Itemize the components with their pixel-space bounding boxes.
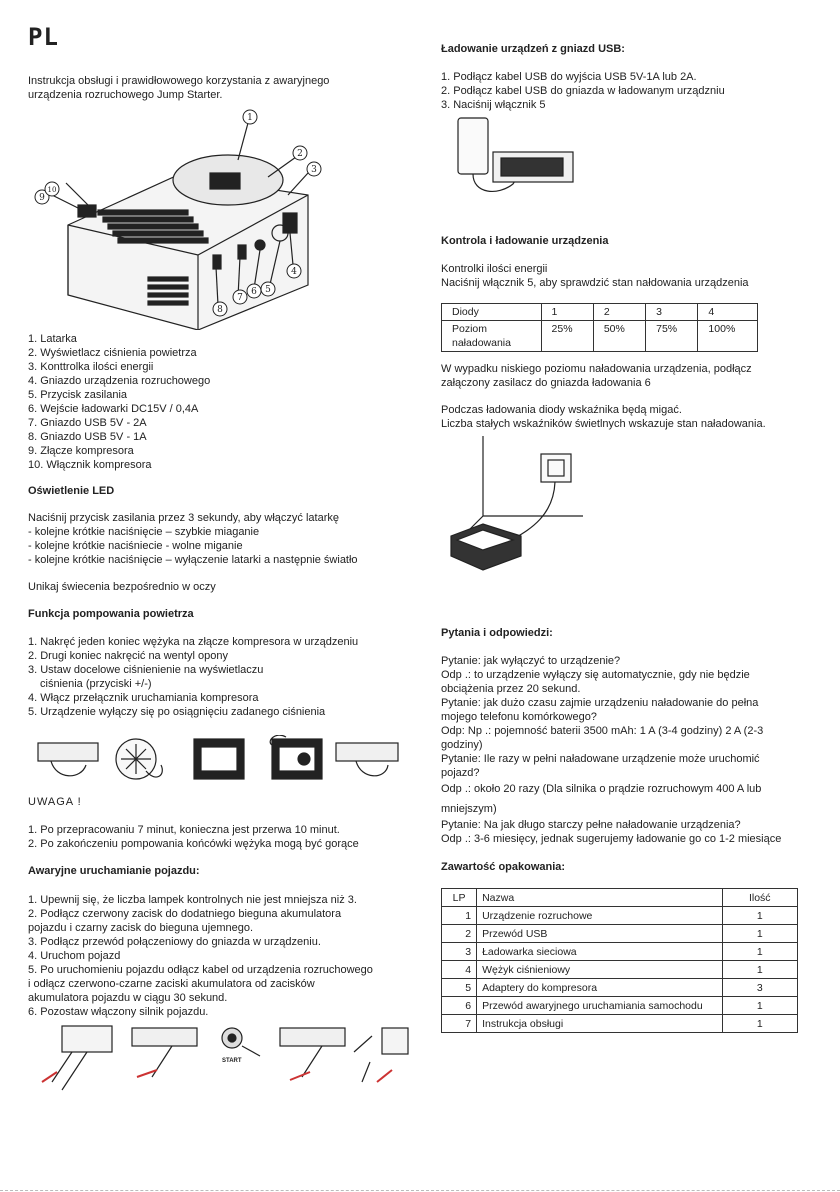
part-item: 9. Złącze kompresora bbox=[28, 445, 134, 457]
table-row: 6 Przewód awaryjnego uruchamiania samochodu 1 bbox=[442, 997, 798, 1015]
jump-start-steps-image bbox=[32, 1022, 410, 1097]
qa-answer-20: Odp .: około 20 razy (Dla silnika o prądzie rozruchowym 400 A lub bbox=[441, 783, 762, 795]
part-item: 1. Latarka bbox=[28, 333, 77, 345]
qa-text: Pytanie: jak wyłączyć to urządzenie? Odp .: to urządzenie wyłączy się automatycznie, gdy nie będzie obciążenia przez 20 sekund. Pytanie: jak dużo czasu zajmie urządzeniu naładowanie do pełna mojego telefonu komórkowego? Odp: Np .: pojemność baterii 3500 mAh: 1 A (3-4 godziny) 2 A (2-3 godziny) Pytanie: Ile razy w pełni naładowane urządzenie może uruchomić pojazd? bbox=[441, 655, 764, 779]
part-item: 8. Gniazdo USB 5V - 1A bbox=[28, 431, 147, 443]
diagram-num-4: 4 bbox=[291, 267, 297, 277]
qa-tail: Pytanie: Na jak długo starczy pełne naładowanie urządzenia? Odp .: 3-6 miesięcy, jednak sugerujemy ładowanie go co 1-2 miesiące bbox=[441, 819, 782, 845]
pump-steps-image bbox=[36, 735, 406, 785]
table-row: 5 Adaptery do kompresora 3 bbox=[442, 979, 798, 997]
table-row: 7 Instrukcja obsługi 1 bbox=[442, 1015, 798, 1033]
table-row: 3 Ładowarka sieciowa 1 bbox=[442, 943, 798, 961]
diagram-num-10: 10 bbox=[47, 186, 57, 194]
table-row: 2 Przewód USB 1 bbox=[442, 925, 798, 943]
warning-text: 1. Po przepracowaniu 7 minut, konieczna jest przerwa 10 minut. 2. Po zakończeniu pompowania końcówki wężyka mogą być gorące bbox=[28, 824, 359, 850]
diagram-num-7: 7 bbox=[237, 293, 243, 303]
diagram-num-6: 6 bbox=[251, 287, 257, 297]
warning-heading: UWAGA ! bbox=[28, 796, 82, 808]
language-heading: PL bbox=[28, 23, 59, 51]
qa-answer-20-cont: mniejszym) bbox=[441, 803, 497, 815]
pump-heading: Funkcja pompowania powietrza bbox=[28, 608, 194, 620]
diagram-num-9: 9 bbox=[39, 193, 45, 203]
table-row: 4 Wężyk ciśnieniowy 1 bbox=[442, 961, 798, 979]
usb-instructions: 1. Podłącz kabel USB do wyjścia USB 5V-1A lub 2A. 2. Podłącz kabel USB do gniazda w ładowanym urządzniu 3. Naciśnij włącznik 5 bbox=[441, 71, 725, 111]
table-row: Poziom naładowania 25% 50% 75% 100% bbox=[442, 321, 758, 352]
part-item: 2. Wyświetlacz ciśnienia powietrza bbox=[28, 347, 197, 359]
start-instructions: 1. Upewnij się, że liczba lampek kontrolnych nie jest mniejsza niż 3. 2. Podłącz czerwony zacisk do dodatniego bieguna akumulatora pojazdu i czarny zacisk do bieguna ujemnego. 3. Podłącz przewód połączeniowy do gniazda w urządzeniu. 4. Uruchom pojazd 5. Po uruchomieniu pojazdu odłącz kabel od urządzenia rozruchowego i odłącz czerwono-czarne zaciski akumulatora od zacisków akumulatora pojazdu w ciągu 30 sekund. 6. Pozostaw włączony silnik pojazdu. bbox=[28, 894, 373, 1018]
led-instructions: Naciśnij przycisk zasilania przez 3 sekundy, aby włączyć latarkę - kolejne krótkie naciśnięcie – szybkie miaganie - kolejne krótkie naciśniecie - wolne miganie - kolejne krótkie naciśnięcie – wyłączenie latarki a następnie światło bbox=[28, 512, 358, 566]
usb-charging-image bbox=[443, 114, 578, 204]
low-charge-text: W wypadku niskiego poziomu naładowania urządzenia, podłącz załączony zasilacz do gniazda ładowania 6 bbox=[441, 363, 752, 389]
table-header: LP Nazwa Ilość bbox=[442, 889, 798, 907]
wall-charging-image bbox=[443, 436, 583, 576]
pack-heading: Zawartość opakowania: bbox=[441, 861, 566, 873]
page-bottom-divider bbox=[0, 1190, 840, 1191]
control-text: Kontrolki ilości energii Naciśnij włącznik 5, aby sprawdzić stan nałdowania urządzenia bbox=[441, 263, 749, 289]
package-contents-table bbox=[441, 888, 798, 1033]
part-item: 4. Gniazdo urządzenia rozruchowego bbox=[28, 375, 211, 387]
start-label: START bbox=[222, 1058, 242, 1064]
diagram-num-3: 3 bbox=[311, 165, 317, 175]
part-item: 6. Wejście ładowarki DC15V / 0,4A bbox=[28, 403, 199, 415]
charge-level-table bbox=[441, 303, 758, 352]
part-item: 7. Gniazdo USB 5V - 2A bbox=[28, 417, 147, 429]
qa-heading: Pytania i odpowiedzi: bbox=[441, 627, 553, 639]
start-heading: Awaryjne uruchamianie pojazdu: bbox=[28, 865, 200, 877]
diagram-num-1: 1 bbox=[247, 113, 253, 123]
charging-text: Podczas ładowania diody wskaźnika będą migać. Liczba stałych wskaźników świetlnych wskazuje stan naładowania. bbox=[441, 404, 766, 430]
device-diagram-image bbox=[28, 105, 348, 330]
diagram-num-2: 2 bbox=[297, 149, 303, 159]
part-item: 5. Przycisk zasilania bbox=[28, 389, 128, 401]
parts-list bbox=[28, 332, 210, 472]
pump-instructions: 1. Nakręć jeden koniec wężyka na złącze kompresora w urządzeniu 2. Drugi koniec nakręcić na wentyl opony 3. Ustaw docelowe ciśnienienie na wyświetlaczu ciśnienia (przyciski +/-) 4. Włącz przełącznik uruchamiania kompresora 5. Urządzenie wyłączy się po osiągnięciu zadanego ciśnienia bbox=[28, 636, 359, 718]
diagram-num-8: 8 bbox=[217, 305, 223, 315]
led-warning: Unikaj świecenia bezpośrednio w oczy bbox=[28, 581, 216, 593]
table-row: Diody 1 2 3 4 bbox=[442, 304, 758, 321]
part-item: 10. Włącznik kompresora bbox=[28, 459, 152, 471]
usb-heading: Ładowanie urządzeń z gniazd USB: bbox=[441, 43, 625, 55]
diagram-num-5: 5 bbox=[265, 285, 271, 295]
table-row: 1 Urządzenie rozruchowe 1 bbox=[442, 907, 798, 925]
led-heading: Oświetlenie LED bbox=[28, 485, 115, 497]
control-heading: Kontrola i ładowanie urządzenia bbox=[441, 235, 609, 247]
intro-text: Instrukcja obsługi i prawidłowowego korzystania z awaryjnego urządzenia rozruchowego Jump Starter. bbox=[28, 75, 330, 101]
part-item: 3. Konttrolka ilości energii bbox=[28, 361, 154, 373]
